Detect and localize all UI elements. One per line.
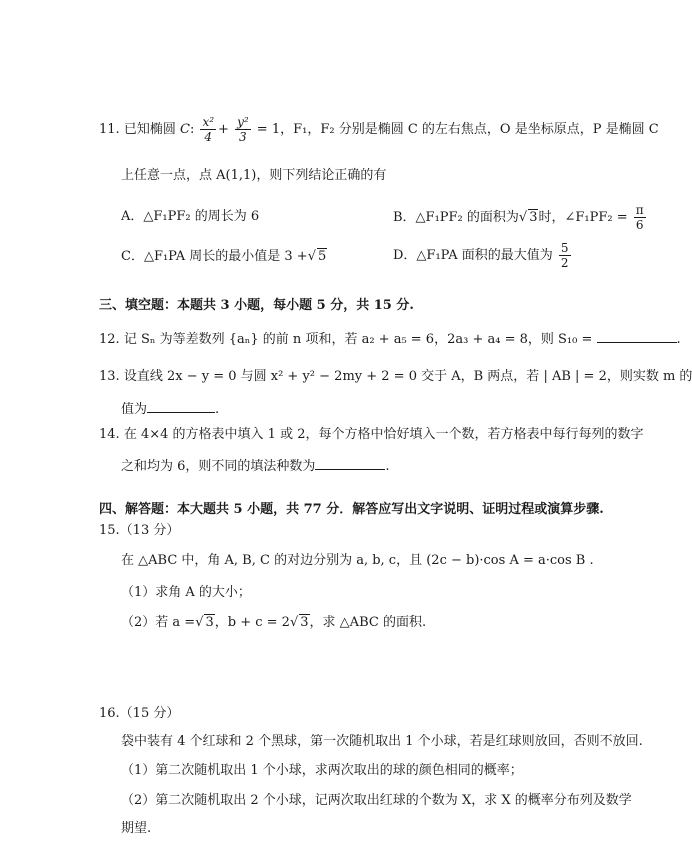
q11-option-b: B．△F₁PF₂ 的面积为√ 3时，∠F₁PF₂ = $\frac{\pi}{6}$ [393, 203, 644, 232]
q11-option-b-mid: 时，∠F₁PF₂ = [538, 210, 628, 225]
q13-number: 13. [99, 369, 120, 384]
q13-answer-blank[interactable] [147, 400, 215, 413]
q14-answer-blank[interactable] [315, 457, 385, 470]
q11-option-b-frac: $\frac{\pi}{6}$ [635, 203, 644, 232]
q12-end: . [676, 332, 681, 347]
q12-text: 记 Sₙ 为等差数列 {aₙ} 的前 n 项和，若 a₂ + a₅ = 6，2a₃ + a₄ = 8，则 S₁₀ = [123, 332, 593, 347]
q13-line1 [99, 368, 692, 386]
q11-stem-a: 已知椭圆 [123, 122, 176, 137]
q11-line2: 上任意一点，点 A(1,1)，则下列结论正确的有 [121, 168, 387, 183]
q16-part2-line2: 期望. [121, 821, 152, 836]
q14-number: 14. [99, 427, 120, 442]
q11-option-b-sqrt: 3 [529, 210, 538, 225]
q13-text: 设直线 2x − y = 0 与圆 x² + y² − 2my + 2 = 0 交于 A，B 两点，若 | AB | = 2，则实数 m 的 [123, 369, 692, 384]
q12-answer-blank[interactable] [597, 330, 677, 343]
q15-part2-sqrt2: 3 [300, 615, 309, 630]
q14-line1 [99, 426, 643, 444]
q15-part2: （2）若 a =√ 3，b + c = 2√ 3，求 △ABC 的面积. [121, 615, 427, 630]
q11-option-d-frac: $\frac{5}{2}$ [560, 241, 569, 270]
q15-part2-prefix: （2）若 a = [121, 615, 196, 630]
q16-part1: （1）第二次随机取出 1 个小球，求两次取出的球的颜色相同的概率； [121, 763, 523, 778]
q16-header: 16.（15 分） [99, 706, 180, 721]
q16-stem: 袋中装有 4 个红球和 2 个黑球，第一次随机取出 1 个小球，若是红球则放回，否则不放回. [121, 734, 643, 749]
section3-title: 三、填空题：本题共 3 小题，每小题 5 分，共 15 分. [99, 298, 414, 313]
section4-title: 四、解答题：本大题共 5 小题，共 77 分．解答应写出文字说明、证明过程或演算步骤. [99, 502, 604, 517]
q11-line1: 11. 已知椭圆 C: $\frac{\text{x²}}{4}$ + $\frac{\text{y²}}{3}$ = 1，F₁，F₂ 分别是椭圆 C 的左右焦点，O 是坐标原点，P 是椭圆 C [99, 115, 659, 144]
q11-option-a: A．△F₁PF₂ 的周长为 6 [121, 209, 260, 224]
q14-line2 [121, 457, 390, 476]
q11-option-c: C．△F₁PA 周长的最小值是 3 +√ 5 [121, 249, 327, 264]
q15-header: 15.（13 分） [99, 523, 180, 538]
q13-line2 [121, 400, 219, 419]
ellipse-eq-rest: = 1 [256, 122, 281, 137]
q13-end: . [215, 402, 220, 417]
q12-line [99, 330, 681, 349]
q11-option-c-prefix: C．△F₁PA 周长的最小值是 3 + [121, 249, 308, 264]
q15-part2-suffix: ，求 △ABC 的面积. [309, 615, 427, 630]
q11-option-d-prefix: D．△F₁PA 面积的最大值为 [393, 248, 553, 263]
q15-stem: 在 △ABC 中，角 A, B, C 的对边分别为 a, b, c，且 (2c − b)·cos A = a·cos B . [121, 553, 594, 568]
ellipse-frac-x: $\frac{\text{x²}}{4}$ [202, 115, 215, 144]
q15-part2-sqrt1: 3 [205, 615, 214, 630]
q11-option-b-prefix: B．△F₁PF₂ 的面积为 [393, 210, 519, 225]
ellipse-frac-y: $\frac{\text{y²}}{3}$ [237, 115, 249, 144]
q14-text: 在 4×4 的方格表中填入 1 或 2，每个方格中恰好填入一个数，若方格表中每行每列的数字 [123, 427, 644, 442]
q11-number: 11. [99, 122, 120, 137]
q15-part1: （1）求角 A 的大小； [121, 585, 251, 600]
q13-text2: 值为 [121, 402, 148, 417]
q11-option-d [393, 241, 573, 270]
q16-part2-line1: （2）第二次随机取出 2 个小球，记两次取出红球的个数为 X，求 X 的概率分布列及数学 [121, 793, 632, 808]
q11-stem-b: ，F₁，F₂ 分别是椭圆 C 的左右焦点，O 是坐标原点，P 是椭圆 C [280, 122, 659, 137]
q14-end: . [385, 459, 390, 474]
q14-text2: 之和均为 6，则不同的填法种数为 [121, 459, 316, 474]
ellipse-label: C [179, 122, 190, 137]
q12-number: 12. [99, 332, 120, 347]
q15-part2-mid: ，b + c = 2 [214, 615, 290, 630]
q11-option-c-sqrt: 5 [317, 249, 327, 264]
